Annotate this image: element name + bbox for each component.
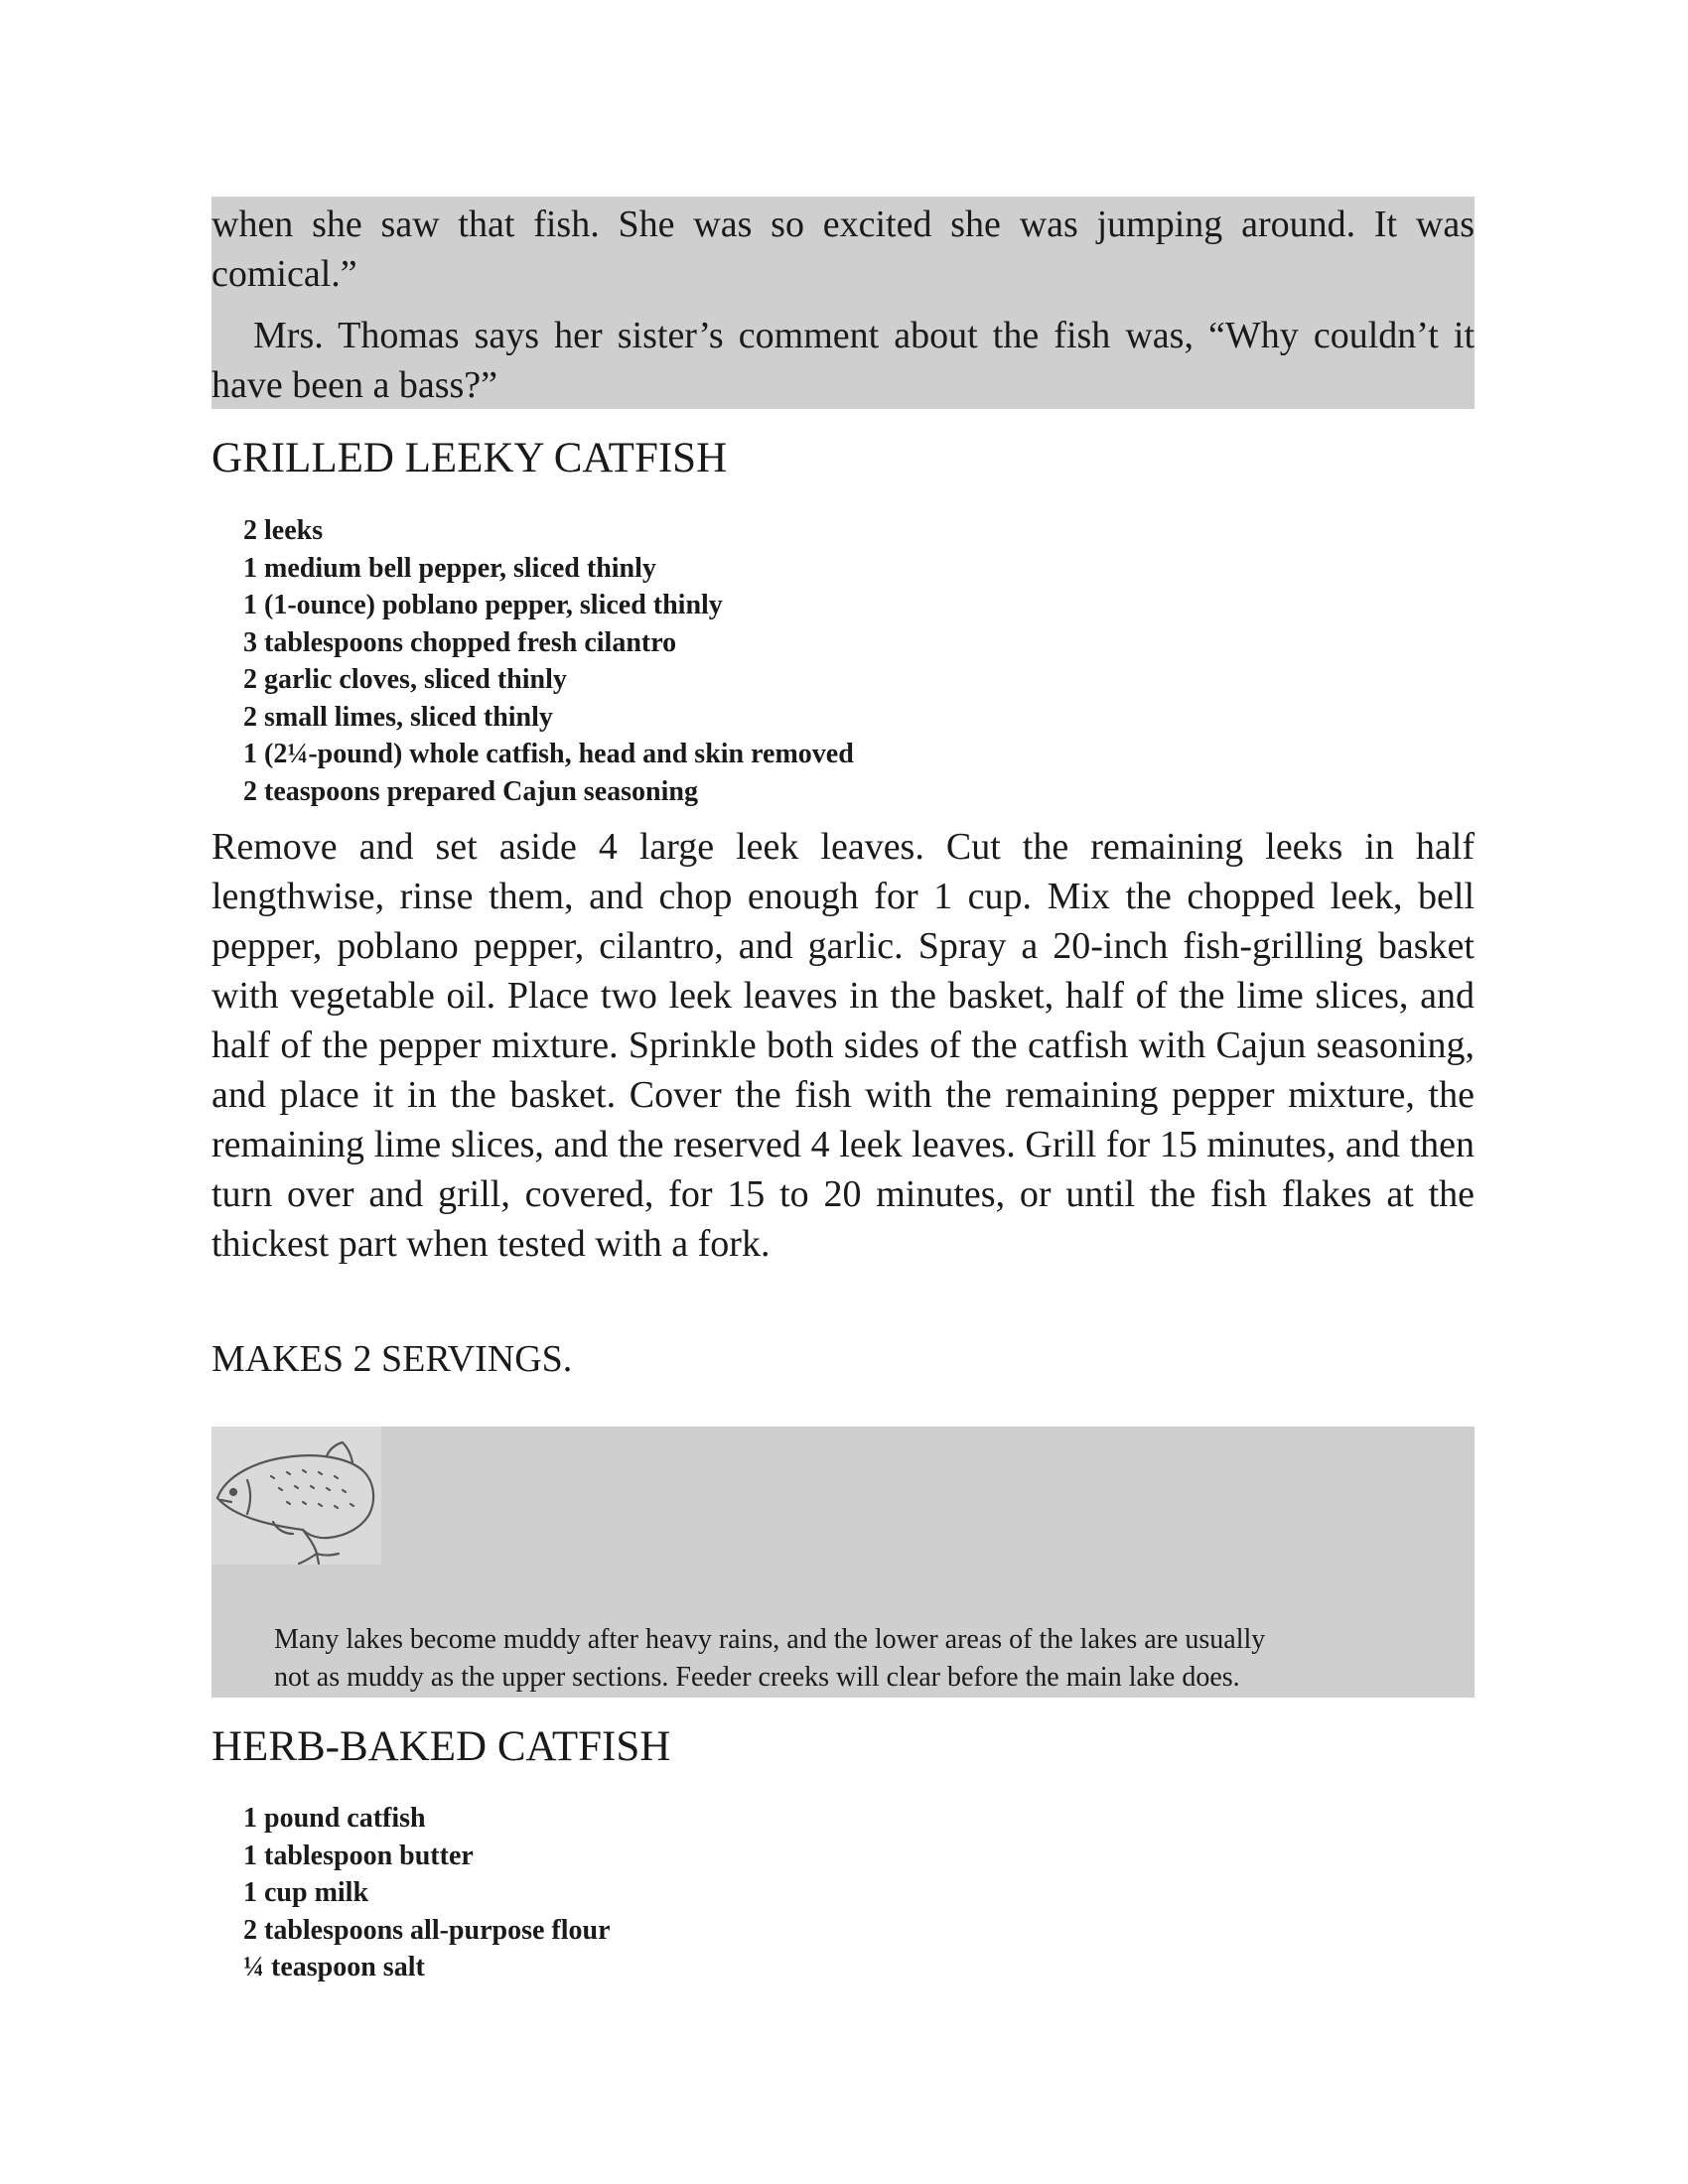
ingredient-item: 2 leeks [243, 515, 324, 546]
ingredient-item: 1 cup milk [243, 1877, 369, 1908]
tip-box [211, 1427, 1475, 1698]
fish-icon [211, 1427, 381, 1565]
recipe-servings: MAKES 2 SERVINGS. [211, 1338, 573, 1380]
ingredient-item: 1 (1-ounce) poblano pepper, sliced thinly [243, 590, 723, 620]
tip-line: Many lakes become muddy after heavy rains, and the lower areas of the lakes are usually [274, 1624, 1266, 1655]
ingredient-item: ¼ teaspoon salt [243, 1952, 425, 1982]
ingredient-item: 2 tablespoons all-purpose flour [243, 1914, 611, 1946]
ingredient-item: 2 small limes, sliced thinly [243, 701, 553, 733]
ingredient-item: 1 pound catfish [243, 1803, 426, 1834]
ingredient-item: 2 garlic cloves, sliced thinly [243, 664, 567, 695]
tip-line: not as muddy as the upper sections. Feeder creeks will clear before the main lake does. [274, 1662, 1240, 1693]
tip-text [274, 1621, 1426, 1697]
ingredient-item: 1 (2¼-pound) whole catfish, head and skin removed [243, 739, 854, 769]
recipe-title: HERB-BAKED CATFISH [211, 1723, 671, 1770]
ingredient-item: 1 tablespoon butter [243, 1840, 474, 1871]
ingredient-list [243, 1800, 611, 1986]
ingredient-item: 2 teaspoons prepared Cajun seasoning [243, 775, 698, 807]
ingredient-item: 3 tablespoons chopped fresh cilantro [243, 626, 677, 658]
ingredient-item: 1 medium bell pepper, sliced thinly [243, 552, 656, 584]
story-paragraph: Mrs. Thomas says her sister’s comment about the fish was, “Why couldn’t it have been a bass?” [211, 315, 1475, 406]
recipe-title: GRILLED LEEKY CATFISH [211, 435, 728, 481]
story-excerpt [211, 197, 1475, 409]
story-paragraph: when she saw that fish. She was so excited she was jumping around. It was comical.” [211, 204, 1475, 295]
ingredient-list [243, 512, 854, 810]
recipe-method: Remove and set aside 4 large leek leaves. Cut the remaining leeks in half lengthwise, rinse them, and chop enough for 1 cup. Mix the chopped leek, bell pepper, poblano pepper, cilantro, and garlic. Spray a 20-inch fish-grilling basket with vegetable oil. Place two leek leaves in the basket, half of the lime slices, and half of the pepper mixture. Sprinkle both sides of the catfish with Cajun seasoning, and place it in the basket. Cover the fish with the remaining pepper mixture, the remaining lime slices, and the reserved 4 leek leaves. Grill for 15 minutes, and then turn over and grill, covered, for 15 to 20 minutes, or until the fish flakes at the thickest part when tested with a fork. [211, 826, 1475, 1265]
